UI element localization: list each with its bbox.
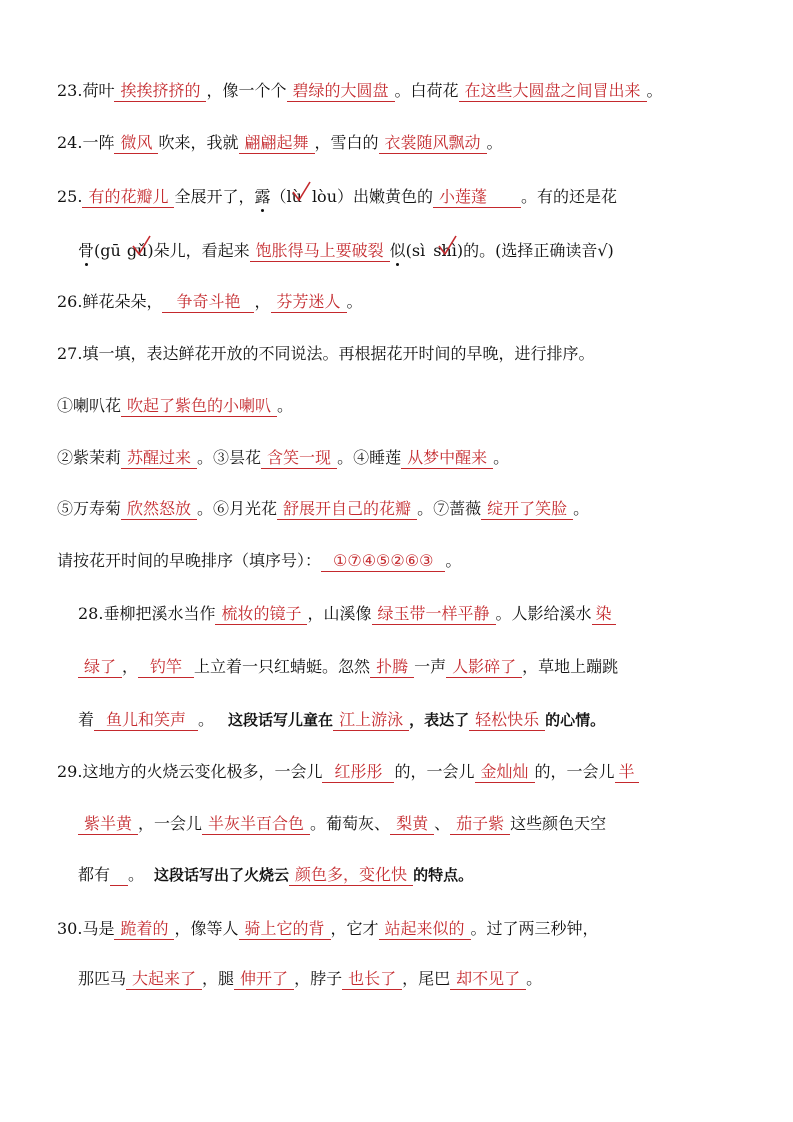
answer-blank[interactable]: 含笑一现 <box>261 448 337 469</box>
answer-blank[interactable]: 却不见了 <box>450 969 526 990</box>
question-number: 25. <box>57 187 83 206</box>
answer-blank[interactable]: 衣裳随风飘动 <box>379 133 487 154</box>
question-number: 23. <box>57 81 83 100</box>
question-text: 。 <box>573 499 590 518</box>
question-text: 着 <box>78 710 95 729</box>
question-27-items-5-7 <box>57 498 589 520</box>
pinyin-option[interactable]: lòu <box>311 187 337 206</box>
answer-blank[interactable]: 饱胀得马上要破裂 <box>250 241 390 262</box>
question-text: 。⑦蔷薇 <box>417 499 482 518</box>
answer-blank[interactable]: 染 <box>592 604 616 625</box>
answer-blank[interactable]: 伸开了 <box>234 969 294 990</box>
question-25-line-2 <box>78 240 614 262</box>
question-number: 26. <box>57 292 83 311</box>
answer-blank[interactable]: 舒展开自己的花瓣 <box>277 499 417 520</box>
question-text: 。 <box>128 865 145 884</box>
answer-blank[interactable]: 梳妆的镜子 <box>215 604 307 625</box>
question-text: 。 <box>346 292 363 311</box>
question-text: 。⑥月光花 <box>197 499 278 518</box>
question-27-item-1 <box>57 395 293 417</box>
answer-blank[interactable]: 站起来似的 <box>379 919 471 940</box>
question-text: 请按花开时间的早晚排序（填序号）： <box>57 551 322 570</box>
question-text: ②紫茉莉 <box>57 448 122 467</box>
question-text: 。过了两三秒钟， <box>470 919 599 938</box>
question-number: 24. <box>57 133 83 152</box>
question-text: 马是 <box>82 919 115 938</box>
question-text: 。有的还是花 <box>521 187 618 206</box>
answer-blank[interactable]: 在这些大圆盘之间冒出来 <box>459 81 647 102</box>
dotted-character: 露 <box>254 187 271 206</box>
question-number: 28. <box>78 604 104 623</box>
question-text: 。 <box>493 448 510 467</box>
question-text: 。④睡莲 <box>337 448 402 467</box>
question-text: 的，一会儿 <box>394 762 475 781</box>
question-29-line-3 <box>78 864 473 886</box>
question-text: 一声 <box>414 657 447 676</box>
question-text-bold: 这段话写儿童在 <box>228 711 334 729</box>
answer-blank[interactable]: 绽开了笑脸 <box>481 499 573 520</box>
question-29-line-2 <box>78 813 606 835</box>
dotted-character: 似 <box>389 241 406 260</box>
question-text: ，脖子 <box>294 969 343 988</box>
question-text: ，腿 <box>202 969 235 988</box>
question-26 <box>57 291 363 313</box>
question-text-bold: ，表达了 <box>409 711 470 729</box>
question-27-order <box>57 550 461 572</box>
answer-blank[interactable]: 微风 <box>114 133 158 154</box>
question-text: ，雪白的 <box>314 133 379 152</box>
question-24 <box>57 132 503 154</box>
question-25-line-1 <box>57 186 617 208</box>
answer-blank[interactable]: ①⑦④⑤②⑥③ <box>321 551 445 572</box>
answer-blank[interactable]: 有的花瓣儿 <box>82 187 174 208</box>
question-text: 那匹马 <box>78 969 127 988</box>
answer-blank[interactable]: 绿玉带一样平静 <box>372 604 496 625</box>
question-text: 、 <box>434 814 451 833</box>
pinyin-text: lù <box>286 187 302 206</box>
question-text: 鲜花朵朵， <box>82 292 163 311</box>
answer-blank[interactable]: 争奇斗艳 <box>162 292 254 313</box>
pinyin-option[interactable]: sì <box>411 241 426 260</box>
answer-blank[interactable]: 翩翩起舞 <box>239 133 315 154</box>
question-text: ，一会儿 <box>138 814 203 833</box>
question-27-items-2-4 <box>57 447 509 469</box>
question-text: )的。(选择正确读音√) <box>456 241 614 260</box>
answer-blank[interactable]: 红彤彤 <box>322 762 394 783</box>
pinyin-text: shì <box>433 241 457 260</box>
answer-blank[interactable]: 半灰半百合色 <box>202 814 310 835</box>
paren: ( <box>405 241 412 260</box>
pinyin-text: gǔ <box>126 241 148 260</box>
question-text: 。 <box>445 551 462 570</box>
question-text: 吹来，我就 <box>158 133 239 152</box>
answer-blank[interactable]: 江上游泳 <box>333 710 409 731</box>
question-28-line-3 <box>78 709 605 731</box>
answer-blank[interactable]: 金灿灿 <box>475 762 535 783</box>
answer-blank[interactable]: 吹起了紫色的小喇叭 <box>121 396 277 417</box>
question-30-line-1 <box>57 918 599 940</box>
question-text: ，山溪像 <box>307 604 372 623</box>
question-text: 。③昙花 <box>197 448 262 467</box>
answer-blank[interactable]: 欣然怒放 <box>121 499 197 520</box>
answer-blank[interactable]: 梨黄 <box>390 814 434 835</box>
question-29-line-1 <box>57 761 639 783</box>
answer-blank[interactable]: 颜色多，变化快 <box>289 865 413 886</box>
question-28-line-2 <box>78 656 618 678</box>
question-text: 。 <box>198 710 215 729</box>
paren: ( <box>94 241 101 260</box>
question-text: 都有 <box>78 865 111 884</box>
question-text-bold: 这段话写出了火烧云 <box>154 866 290 884</box>
answer-blank[interactable]: 茄子紫 <box>450 814 510 835</box>
pinyin-option-checked[interactable] <box>127 240 148 262</box>
question-text: 这地方的火烧云变化极多，一会儿 <box>82 762 323 781</box>
question-28-line-1 <box>78 603 616 625</box>
question-text: 填一填，表达鲜花开放的不同说法。再根据花开时间的早晚，进行排序。 <box>82 344 595 363</box>
answer-blank[interactable]: 挨挨挤挤的 <box>114 81 206 102</box>
question-text: 。葡萄灰、 <box>310 814 391 833</box>
answer-blank-empty[interactable] <box>110 865 128 886</box>
question-text: ⑤万寿菊 <box>57 499 122 518</box>
answer-blank[interactable]: 芬芳迷人 <box>271 292 347 313</box>
answer-blank[interactable]: 小莲蓬 <box>433 187 521 208</box>
question-text: ，像等人 <box>174 919 239 938</box>
answer-blank[interactable]: 轻松快乐 <box>469 710 545 731</box>
question-text-bold: 的特点。 <box>413 866 474 884</box>
question-30-line-2 <box>78 968 542 990</box>
answer-blank[interactable]: 钓竿 <box>138 657 194 678</box>
question-text: 。 <box>526 969 543 988</box>
question-number: 27. <box>57 344 83 363</box>
question-text-bold: 的心情。 <box>545 711 606 729</box>
question-text: 。 <box>486 133 503 152</box>
question-text: 。白荷花 <box>394 81 459 100</box>
question-text: ）出嫩黄色的 <box>337 187 434 206</box>
question-text: ，像一个个 <box>206 81 287 100</box>
answer-blank[interactable]: 也长了 <box>342 969 402 990</box>
answer-blank[interactable]: 鱼儿和笑声 <box>94 710 198 731</box>
answer-blank[interactable]: 绿了 <box>78 657 122 678</box>
question-number: 29. <box>57 762 83 781</box>
question-text: 。 <box>646 81 663 100</box>
question-text: 。 <box>277 396 294 415</box>
question-text: ，尾巴 <box>402 969 451 988</box>
question-23 <box>57 80 663 102</box>
answer-blank[interactable]: 大起来了 <box>126 969 202 990</box>
answer-blank[interactable]: 骑上它的背 <box>239 919 331 940</box>
answer-blank[interactable]: 苏醒过来 <box>121 448 197 469</box>
question-text: )朵儿，看起来 <box>147 241 250 260</box>
question-text: 全展开了， <box>174 187 255 206</box>
question-text: ①喇叭花 <box>57 396 122 415</box>
answer-blank[interactable]: 从梦中醒来 <box>401 448 493 469</box>
answer-blank[interactable]: 碧绿的大圆盘 <box>287 81 395 102</box>
question-text: ， <box>122 657 139 676</box>
answer-blank[interactable]: 跪着的 <box>114 919 174 940</box>
question-text: 荷叶 <box>82 81 115 100</box>
question-text: 上立着一只红蜻蜓。忽然 <box>194 657 371 676</box>
pinyin-option-checked[interactable] <box>433 240 457 262</box>
pinyin-option-checked[interactable] <box>287 186 302 208</box>
question-text: ，它才 <box>330 919 379 938</box>
question-text: 。人影给溪水 <box>495 604 592 623</box>
question-text: 垂柳把溪水当作 <box>103 604 216 623</box>
answer-blank[interactable]: 人影碎了 <box>446 657 522 678</box>
dotted-character: 骨 <box>78 241 95 260</box>
question-text: ，草地上蹦跳 <box>522 657 619 676</box>
question-text: ， <box>254 292 271 311</box>
answer-blank[interactable]: 半 <box>615 762 639 783</box>
answer-blank[interactable]: 扑腾 <box>370 657 414 678</box>
question-27-intro <box>57 343 594 365</box>
question-text: 一阵 <box>82 133 115 152</box>
question-number: 30. <box>57 919 83 938</box>
answer-blank[interactable]: 紫半黄 <box>78 814 138 835</box>
paren: （ <box>270 187 287 206</box>
question-text: 的，一会儿 <box>534 762 615 781</box>
pinyin-option[interactable]: gū <box>100 241 121 260</box>
question-text: 这些颜色天空 <box>510 814 607 833</box>
